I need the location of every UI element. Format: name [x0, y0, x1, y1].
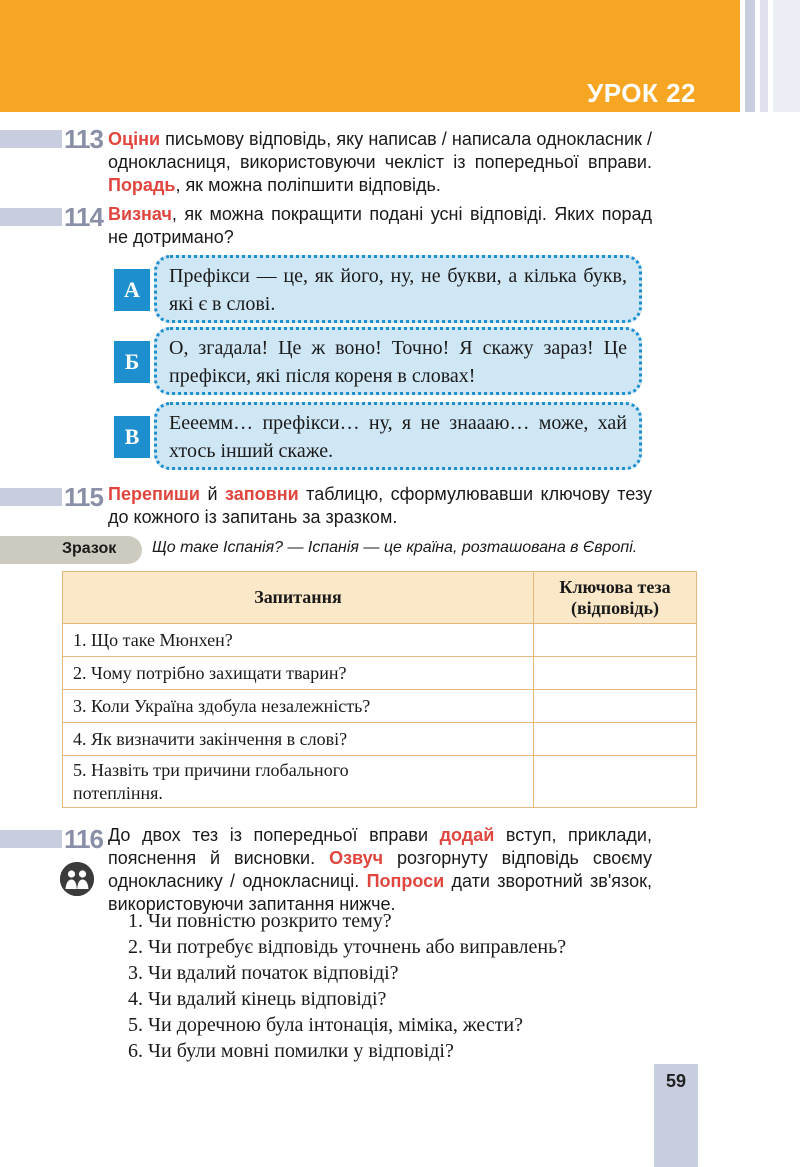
feedback-questions [128, 908, 566, 1064]
answer-a [114, 255, 642, 323]
exercise-bar [0, 830, 62, 848]
table-row [63, 723, 697, 756]
exercise-116-text [108, 824, 652, 916]
table-row [63, 690, 697, 723]
text-run: таблицю, сформулювавши ключову тезу до кожного із запитань за зразком. [108, 484, 652, 527]
question-cell: 4. Як визначити закінчення в слові? [63, 723, 534, 756]
speech-bubble: О, згадала! Це ж воно! Точно! Я скажу зараз! Це префікси, які після кореня в словах! [154, 327, 642, 395]
exercise-bar [0, 208, 62, 226]
question-cell: 5. Назвіть три причини глобального потепління. [63, 756, 534, 808]
question-cell: 2. Чому потрібно захищати тварин? [63, 657, 534, 690]
list-item: 3. Чи вдалий початок відповіді? [128, 962, 399, 984]
text-run: вступ, приклади, пояснення й висновки. [108, 825, 652, 868]
column-header [534, 572, 697, 624]
questions-table [62, 571, 697, 808]
speech-bubble: Еееемм… префікси… ну, я не знаааю… може, хай хтось інший скаже. [154, 402, 642, 470]
exercise-115-text [108, 483, 652, 529]
sample-text: Що таке Іспанія? — Іспанія — це країна, розташована в Європі. [152, 539, 638, 556]
answer-letter: В [114, 416, 150, 458]
text-run: До двох тез із попередньої вправи [108, 825, 440, 845]
answer-b [114, 327, 642, 395]
exercise-number: 113 [64, 124, 103, 154]
keyword: Оціни [108, 129, 161, 149]
keyword: Озвуч [329, 848, 384, 868]
column-header-line: (відповідь) [570, 597, 660, 618]
answer-letter: А [114, 269, 150, 311]
answer-cell [534, 756, 697, 808]
exercise-number: 115 [64, 482, 103, 512]
answer-cell [534, 690, 697, 723]
exercise-number: 116 [64, 824, 103, 854]
answer-cell [534, 657, 697, 690]
list-item: 6. Чи були мовні помилки у відповіді? [128, 1040, 454, 1062]
speech-bubble: Префікси — це, як його, ну, не букви, а кілька букв, які є в слові. [154, 255, 642, 323]
list-item: 2. Чи потребує відповідь уточнень або виправлень? [128, 936, 567, 958]
header-stripe [773, 0, 800, 112]
list-item: 5. Чи доречною була інтонація, міміка, жести? [128, 1014, 523, 1036]
list-item: 1. Чи повністю розкрито тему? [128, 910, 392, 932]
answer-c [114, 402, 642, 470]
text-run: й [199, 484, 226, 504]
keyword: заповни [225, 484, 299, 504]
text-run: розгорнуту відповідь своєму однокласнику / однокласниці. [108, 848, 652, 891]
list-item: 4. Чи вдалий кінець відповіді? [128, 988, 387, 1010]
exercise-bar [0, 488, 62, 506]
exercise-bar [0, 130, 62, 148]
keyword: Попроси [366, 871, 445, 891]
exercise-number: 114 [64, 202, 103, 232]
exercise-114-text [108, 203, 652, 249]
header-stripe [745, 0, 755, 112]
keyword: Визнач [108, 204, 172, 224]
column-header: Запитання [63, 572, 534, 624]
header-stripe [760, 0, 768, 112]
question-cell: 3. Коли Україна здобула незалежність? [63, 690, 534, 723]
page-number: 59 [665, 1071, 687, 1091]
question-cell: 1. Що таке Мюнхен? [63, 624, 534, 657]
column-header-line: Ключова теза [559, 576, 671, 597]
table-row [63, 624, 697, 657]
answer-cell [534, 624, 697, 657]
lesson-title: УРОК 22 [587, 78, 696, 108]
text-run: , як можна поліпшити відповідь. [175, 175, 441, 195]
keyword: Порадь [108, 175, 176, 195]
sample-label: Зразок [0, 536, 142, 564]
text-run: письмову відповідь, яку написав / написала однокласник / однокласниця, використовуючи чекліст із попередньої вправи. [108, 129, 652, 172]
keyword: Перепиши [108, 484, 200, 504]
exercise-113-text [108, 128, 652, 197]
table-header-row [63, 572, 697, 624]
table-row [63, 756, 697, 808]
pair-work-icon [60, 862, 94, 896]
keyword: додай [439, 825, 495, 845]
answer-cell [534, 723, 697, 756]
table-row [63, 657, 697, 690]
text-run: , як можна покращити подані усні відповіді. Яких порад не дотримано? [108, 204, 652, 247]
answer-letter: Б [114, 341, 150, 383]
text-run: дати зворотний зв'язок, використовуючи запитання нижче. [108, 871, 652, 914]
